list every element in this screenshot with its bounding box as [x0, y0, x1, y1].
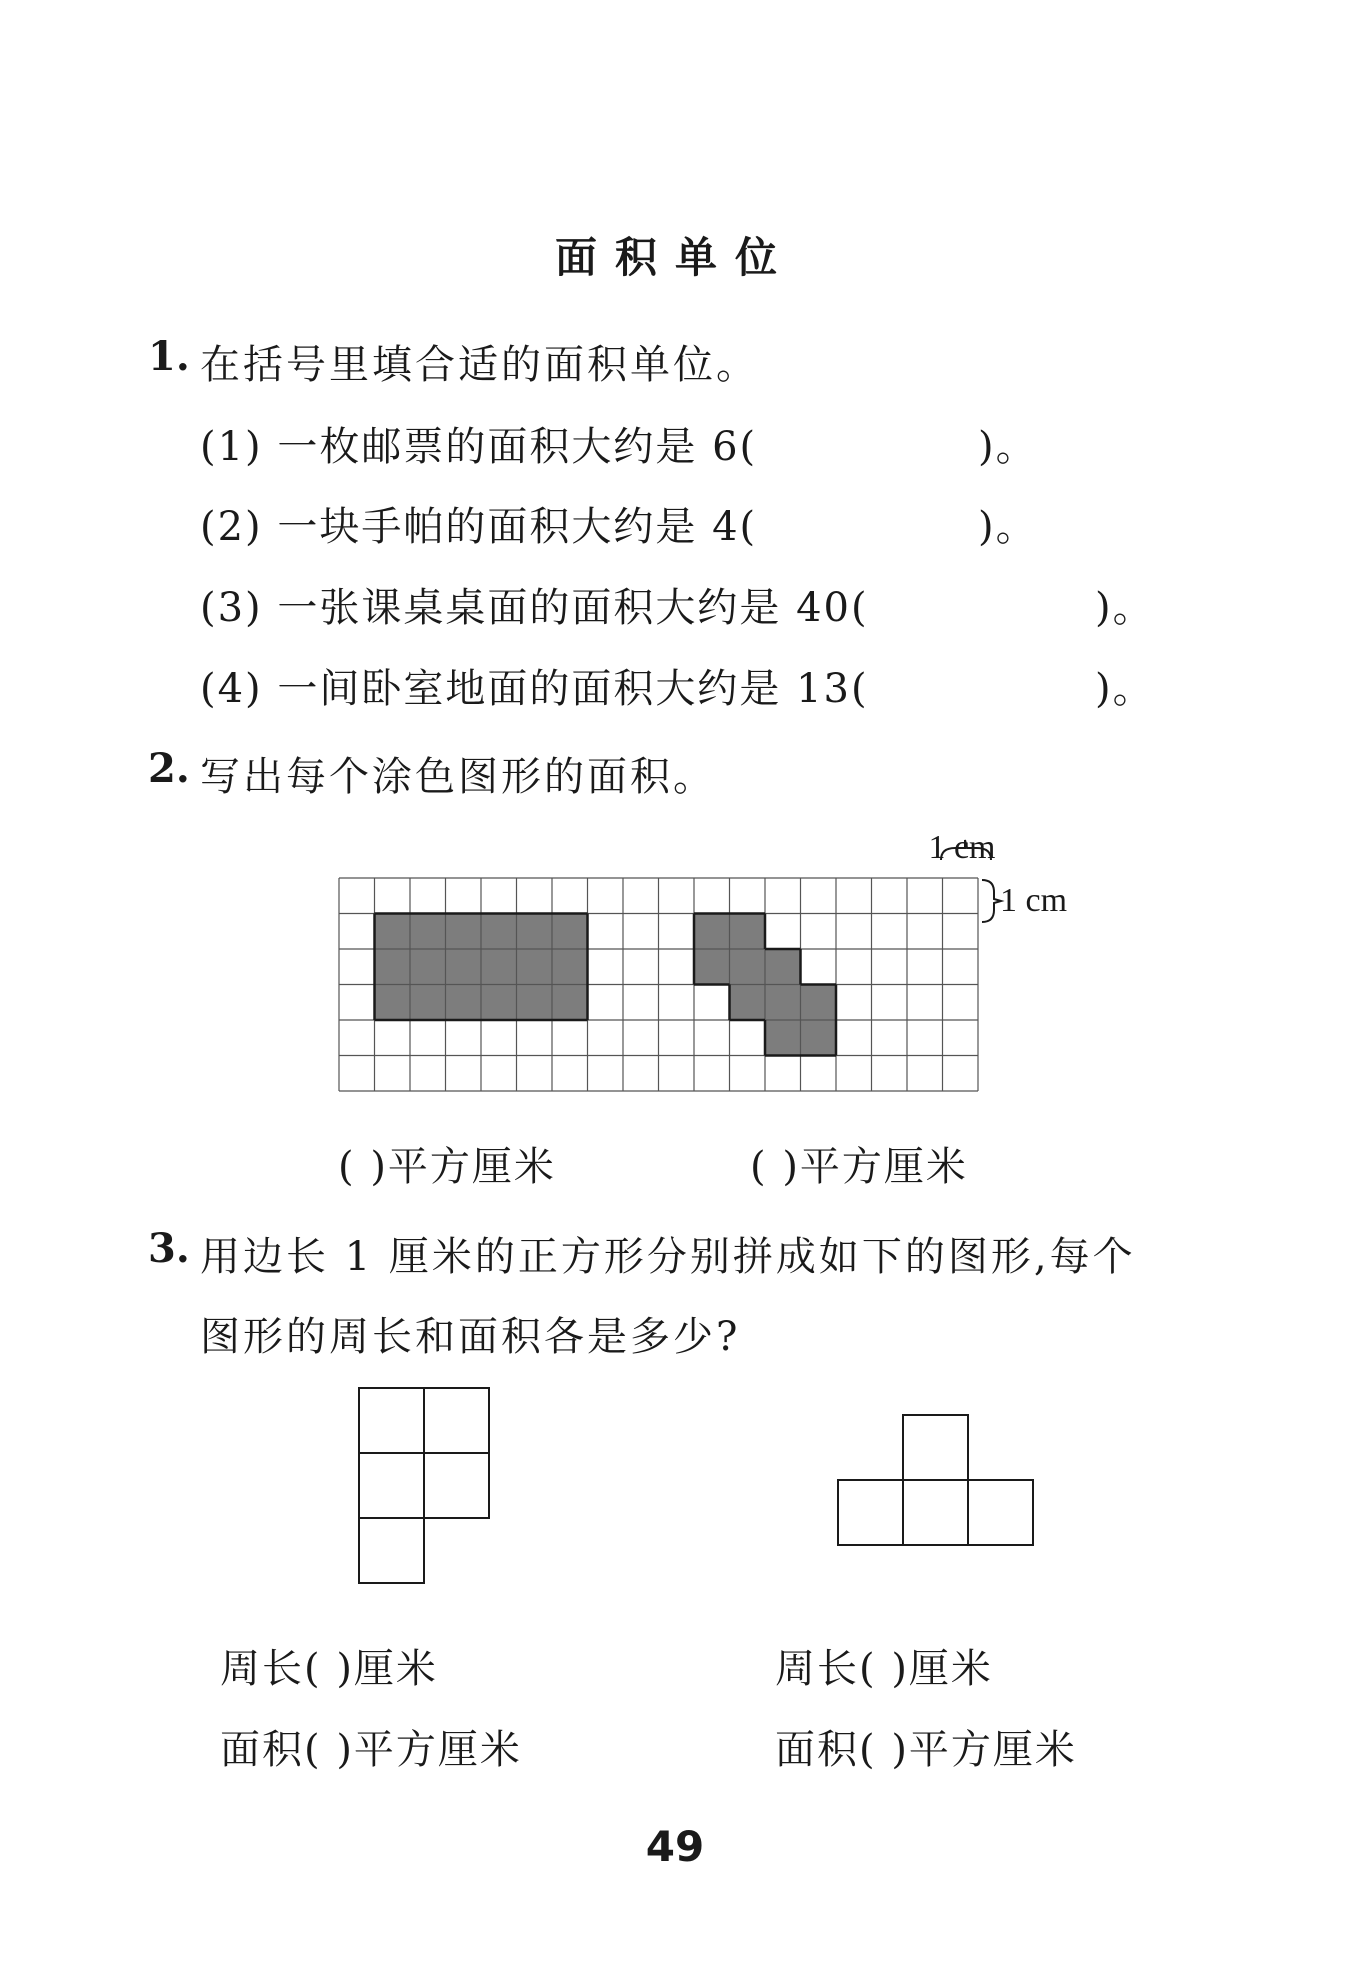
q3-left-area: 面积( )平方厘米	[220, 1727, 522, 1773]
figure-a-square	[424, 1453, 489, 1518]
shape-b-cell	[730, 949, 766, 985]
figure-a-square	[359, 1453, 424, 1518]
shape-a-cell	[375, 985, 411, 1021]
shape-a-cell	[410, 985, 446, 1021]
q2-number: 2.	[148, 745, 190, 792]
q1-item-2-close: )。	[978, 504, 1038, 550]
shape-a-cell	[481, 949, 517, 985]
shape-b-cell	[801, 985, 837, 1021]
figure-b-square	[903, 1480, 968, 1545]
page-title: 面积单位	[554, 233, 795, 282]
shape-a-cell	[552, 985, 588, 1021]
shape-b-cell	[765, 985, 801, 1021]
figure-a-square	[359, 1518, 424, 1583]
shape-b-cell	[694, 914, 730, 950]
q3-figures	[0, 1380, 1350, 1600]
shape-b-cell	[730, 914, 766, 950]
q3-text-line2: 图形的周长和面积各是多少?	[200, 1314, 741, 1360]
shape-b-cell	[694, 949, 730, 985]
shape-b-cell	[765, 1020, 801, 1056]
shape-a-cell	[410, 914, 446, 950]
shape-a-cell	[410, 949, 446, 985]
shape-a-cell	[552, 949, 588, 985]
shape-a-cell	[481, 914, 517, 950]
shape-a-cell	[517, 949, 553, 985]
q1-item-3-close: )。	[1095, 585, 1155, 631]
shape-a-cell	[446, 985, 482, 1021]
q3-right-area: 面积( )平方厘米	[775, 1727, 1077, 1773]
q3-number: 3.	[148, 1225, 190, 1272]
unit-label-side: 1 cm	[1000, 882, 1068, 919]
q1-item-3: (3) 一张课桌桌面的面积大约是 40(	[200, 585, 869, 631]
shape-a-cell	[446, 949, 482, 985]
shape-a-cell	[517, 985, 553, 1021]
q2-text: 写出每个涂色图形的面积。	[200, 754, 716, 800]
shape-b-cell	[801, 1020, 837, 1056]
figure-a-square	[424, 1388, 489, 1453]
q2-answer-b: ( )平方厘米	[750, 1144, 968, 1190]
q1-item-1-close: )。	[978, 424, 1038, 470]
shape-a-cell	[481, 985, 517, 1021]
shape-a-cell	[517, 914, 553, 950]
shape-b-cell	[730, 985, 766, 1021]
unit-brace-side	[982, 880, 1001, 922]
unit-label-top: 1 cm	[928, 829, 996, 866]
shape-a-cell	[375, 914, 411, 950]
shape-b-cell	[765, 949, 801, 985]
figure-a-square	[359, 1388, 424, 1453]
q1-item-2: (2) 一块手帕的面积大约是 4(	[200, 504, 758, 550]
q1-item-4-close: )。	[1095, 666, 1155, 712]
page-number: 49	[645, 1822, 705, 1871]
q1-number: 1.	[148, 333, 190, 380]
q1-item-4: (4) 一间卧室地面的面积大约是 13(	[200, 666, 869, 712]
shape-a-cell	[446, 914, 482, 950]
figure-b-square	[968, 1480, 1033, 1545]
q2-answer-a: ( )平方厘米	[338, 1144, 556, 1190]
shape-a-cell	[375, 949, 411, 985]
q3-right-perimeter: 周长( )厘米	[775, 1646, 993, 1692]
shape-a-cell	[552, 914, 588, 950]
q1-item-1: (1) 一枚邮票的面积大约是 6(	[200, 424, 758, 470]
q3-text-line1: 用边长 1 厘米的正方形分别拼成如下的图形,每个	[200, 1234, 1136, 1280]
figure-b-square	[838, 1480, 903, 1545]
q3-figure-a	[359, 1388, 489, 1583]
q1-text: 在括号里填合适的面积单位。	[200, 342, 759, 388]
q3-figure-b	[838, 1415, 1033, 1545]
q3-left-perimeter: 周长( )厘米	[220, 1646, 438, 1692]
figure-b-square	[903, 1415, 968, 1480]
